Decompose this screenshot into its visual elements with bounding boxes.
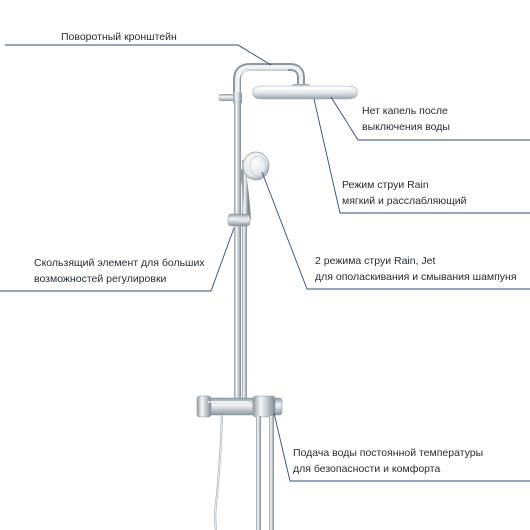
hand-shower <box>243 152 269 218</box>
label-no-drip-line-1: Нет капель после <box>362 105 448 117</box>
label-slider-line-2: возможностей регулировки <box>34 273 167 285</box>
overhead-shower-head <box>253 84 357 99</box>
hose-and-supply-pipes <box>215 415 274 530</box>
label-no-drip <box>362 103 450 135</box>
leader-line-swivel-arm <box>5 45 271 65</box>
sliding-element <box>228 214 250 226</box>
label-thermostat-line-2: для безопасности и комфорта <box>293 463 441 475</box>
label-no-drip-line-2: выключения воды <box>362 121 450 133</box>
label-thermostat <box>293 445 483 477</box>
label-slider-line-1: Скользящий элемент для больших <box>34 257 205 269</box>
label-swivel-arm-line-1: Поворотный кронштейн <box>61 31 177 43</box>
thermostat-mixer <box>197 396 282 417</box>
label-two-modes-line-2: для ополаскивания и смывания шампуня <box>315 271 517 283</box>
label-swivel-arm <box>61 29 177 45</box>
label-thermostat-line-1: Подача воды постоянной температуры <box>293 447 484 459</box>
label-two-modes <box>315 253 517 285</box>
label-rain-mode-line-1: Режим струи Rain <box>342 179 429 191</box>
label-slider <box>34 255 205 287</box>
label-two-modes-line-1: 2 режима струи Rain, Jet <box>315 255 436 267</box>
label-rain-mode <box>342 177 467 209</box>
label-rain-mode-line-2: мягкий и расслабляющий <box>342 195 467 207</box>
riser-pipe <box>234 100 241 402</box>
